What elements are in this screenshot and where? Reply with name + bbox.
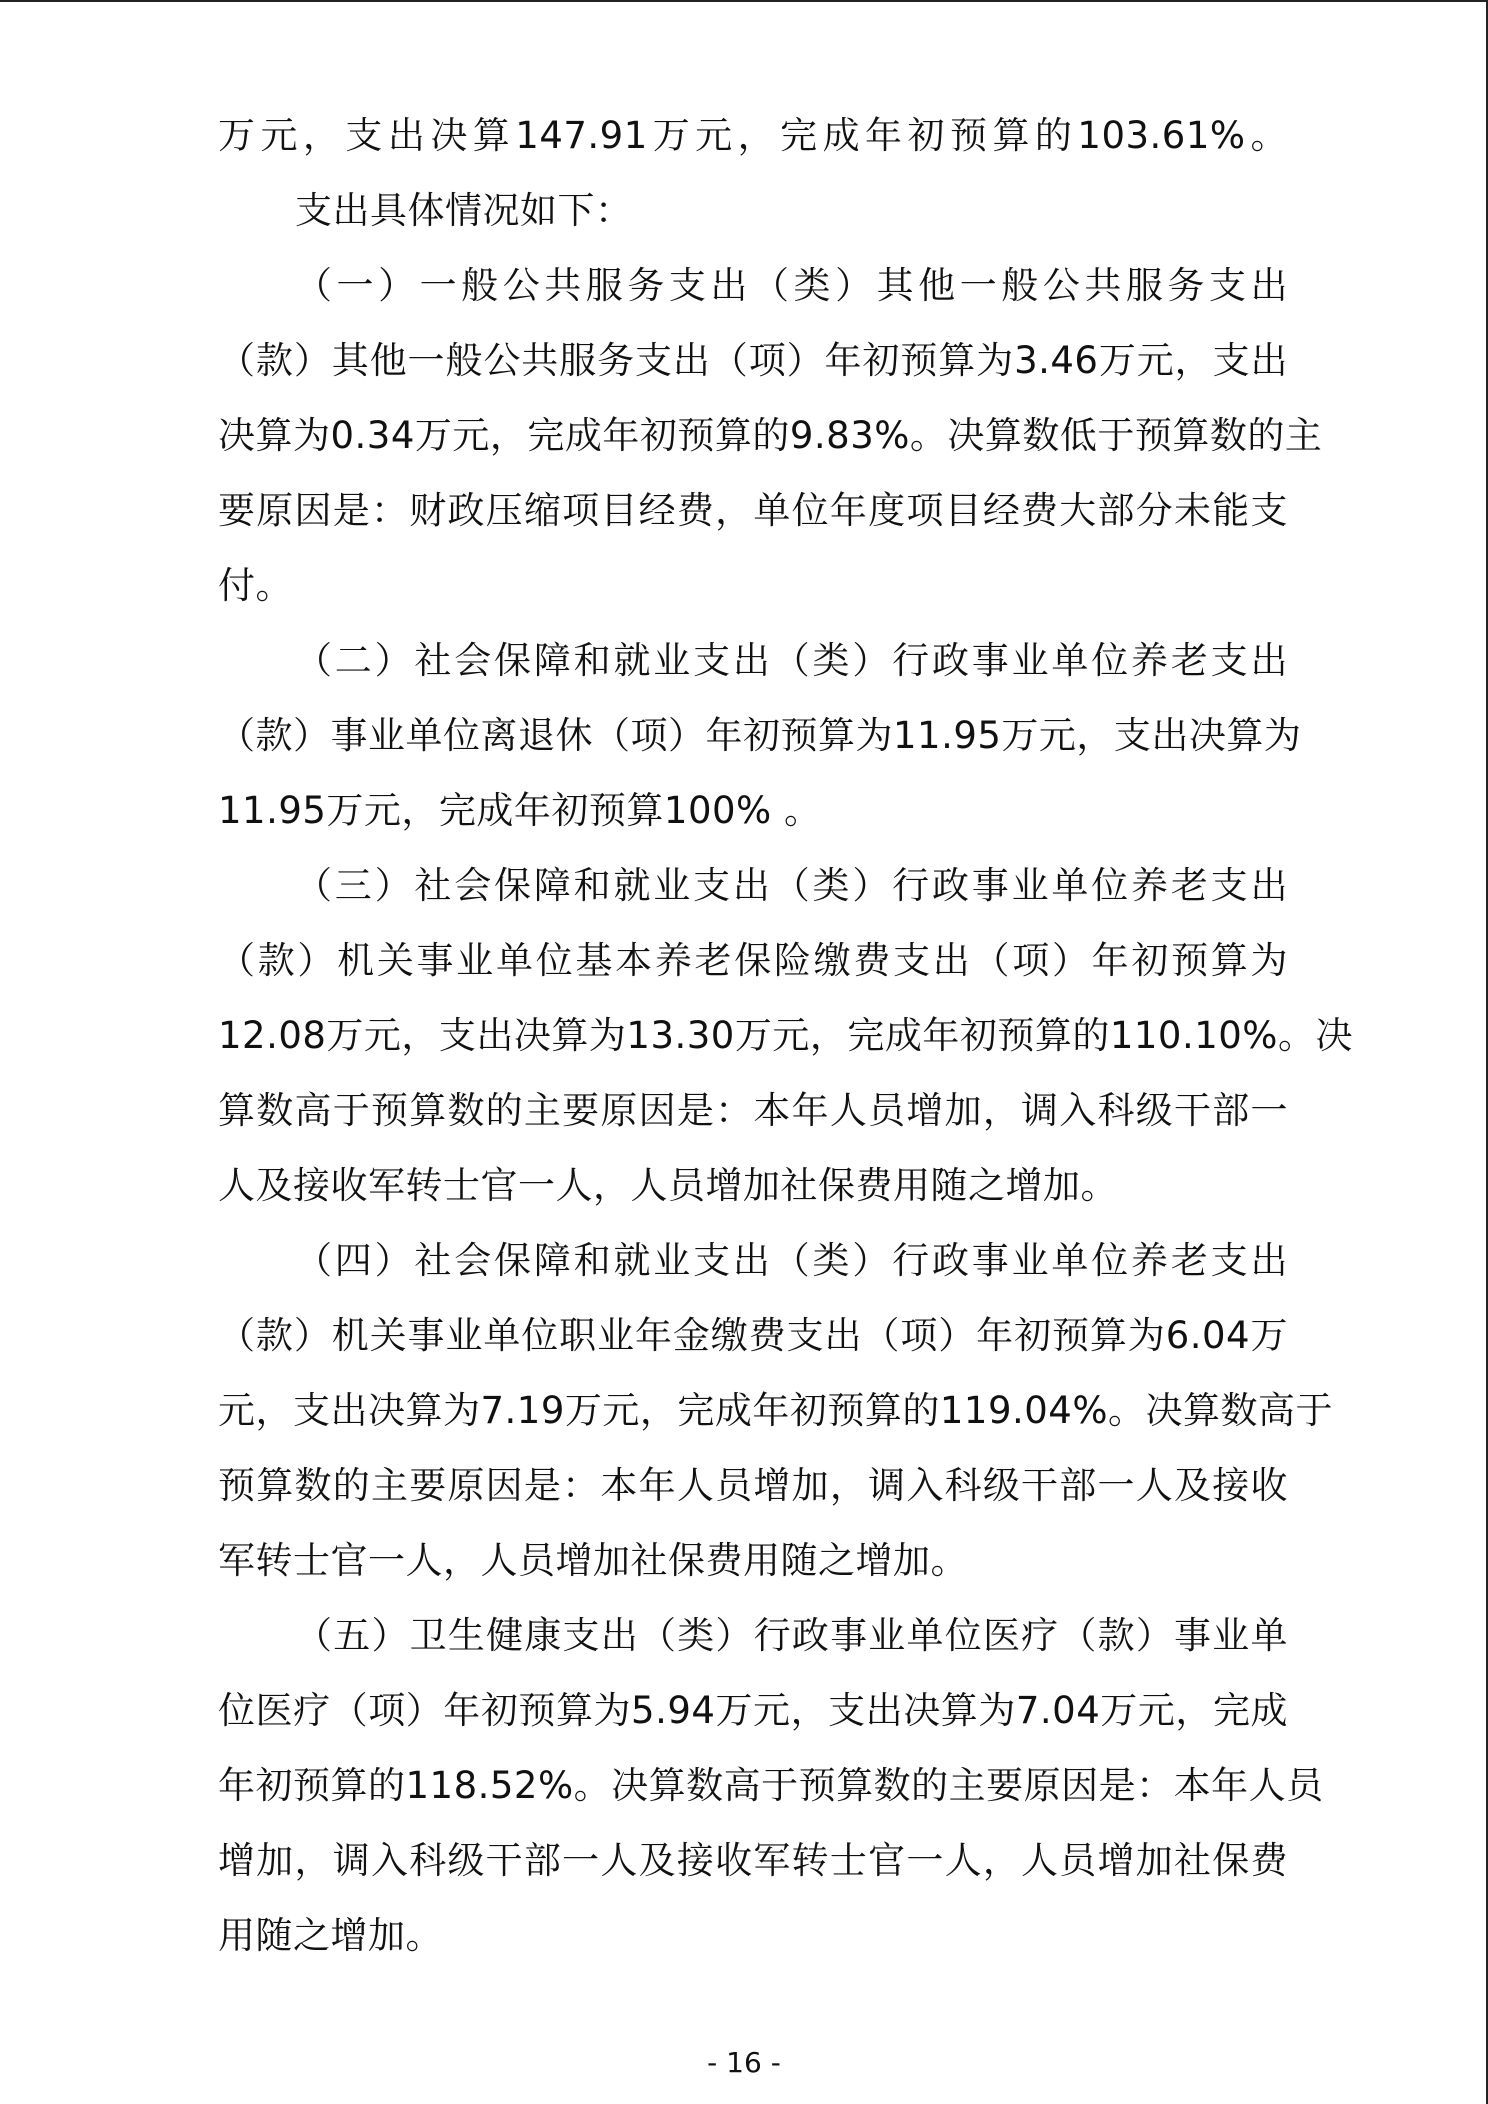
text-line: 位医疗（项）年初预算为5.94万元，支出决算为7.04万元，完成 — [218, 1689, 1288, 1732]
text-line: （款）机关事业单位基本养老保险缴费支出（项）年初预算为 — [218, 939, 1288, 982]
text-line: 用随之增加。 — [218, 1914, 443, 1957]
text-line: （款）其他一般公共服务支出（项）年初预算为3.46万元，支出 — [218, 339, 1288, 382]
text-line: 决算为0.34万元，完成年初预算的9.83%。决算数低于预算数的主 — [218, 414, 1323, 457]
text-line: 12.08万元，支出决算为13.30万元，完成年初预算的110.10%。决 — [218, 1014, 1353, 1057]
page-number: - 16 - — [707, 2046, 781, 2079]
text-line: 增加，调入科级干部一人及接收军转士官一人，人员增加社保费 — [218, 1839, 1288, 1882]
text-line: 预算数的主要原因是：本年人员增加，调入科级干部一人及接收 — [218, 1464, 1288, 1507]
text-line: 元，支出决算为7.19万元，完成年初预算的119.04%。决算数高于 — [218, 1389, 1334, 1432]
text-line-item-3-heading: （三）社会保障和就业支出（类）行政事业单位养老支出 — [295, 864, 1288, 907]
text-line-item-1-heading: （一）一般公共服务支出（类）其他一般公共服务支出 — [295, 264, 1288, 307]
text-line-item-2-heading: （二）社会保障和就业支出（类）行政事业单位养老支出 — [295, 639, 1288, 682]
page-top-border — [0, 0, 1488, 2]
text-line: 算数高于预算数的主要原因是：本年人员增加，调入科级干部一 — [218, 1089, 1288, 1132]
text-line-item-5-heading: （五）卫生健康支出（类）行政事业单位医疗（款）事业单 — [295, 1614, 1288, 1657]
text-line-continuation: 万元，支出决算147.91万元，完成年初预算的103.61%。 — [218, 114, 1288, 157]
document-body — [218, 98, 1353, 1973]
text-line: 军转士官一人，人员增加社保费用随之增加。 — [218, 1539, 968, 1582]
text-line: 人及接收军转士官一人，人员增加社保费用随之增加。 — [218, 1164, 1118, 1207]
text-line: 年初预算的118.52%。决算数高于预算数的主要原因是：本年人员 — [218, 1764, 1324, 1807]
text-line: 11.95万元，完成年初预算100% 。 — [218, 789, 822, 832]
text-line: 要原因是：财政压缩项目经费，单位年度项目经费大部分未能支 — [218, 489, 1288, 532]
text-line: （款）机关事业单位职业年金缴费支出（项）年初预算为6.04万 — [218, 1314, 1288, 1357]
text-line: 付。 — [218, 564, 293, 607]
text-line-item-4-heading: （四）社会保障和就业支出（类）行政事业单位养老支出 — [295, 1239, 1288, 1282]
text-line: （款）事业单位离退休（项）年初预算为11.95万元，支出决算为 — [218, 714, 1302, 757]
text-line-intro: 支出具体情况如下： — [295, 189, 633, 232]
